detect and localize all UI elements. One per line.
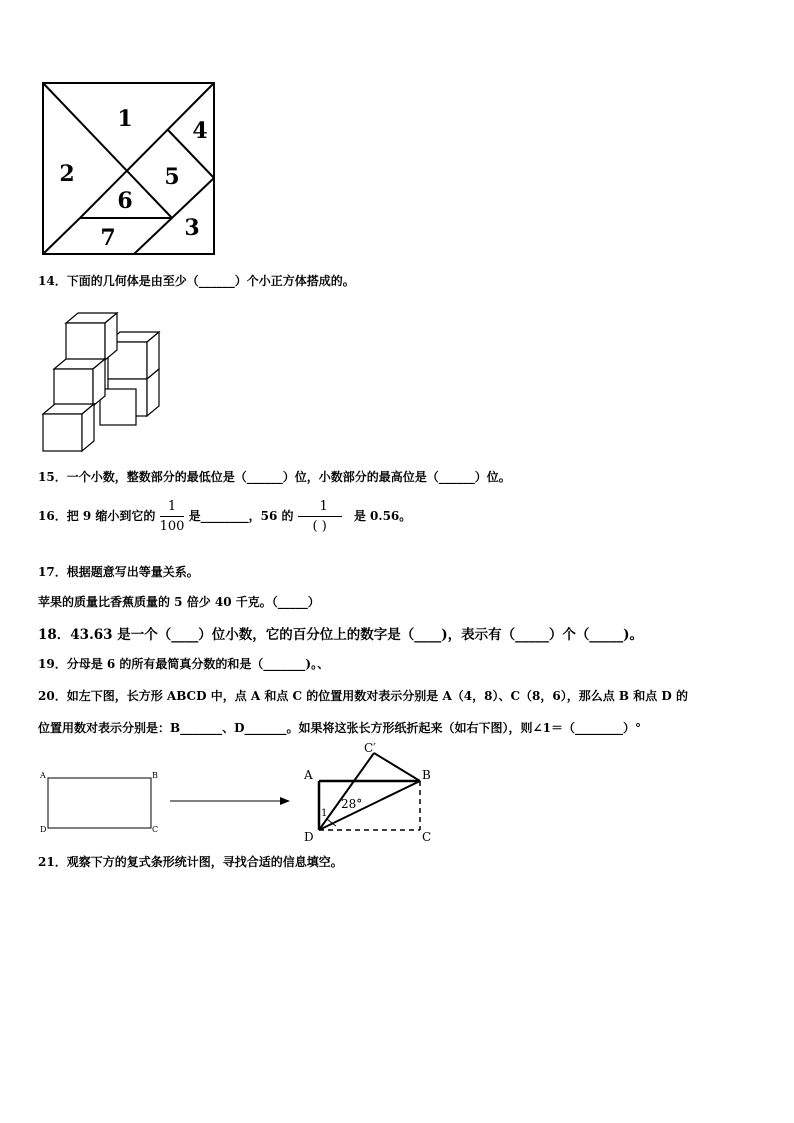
edge-c-prime-b — [374, 753, 420, 781]
fold-line-db — [319, 781, 420, 830]
tangram-piece-5-label: 5 — [164, 164, 180, 190]
tangram-line-5 — [43, 218, 80, 254]
question-20-line-2: 位置用数对表示分别是：B_______、D_______。如果将这张长方形纸折起来（如右下图），则∠1＝（________）° — [38, 721, 641, 735]
question-18: 18．43.63 是一个（____）位小数，它的百分位上的数字是（____)，表示有（_____）个（_____)。 — [38, 627, 644, 643]
question-21: 21．观察下方的复式条形统计图，寻找合适的信息填空。 — [38, 855, 343, 869]
tangram-piece-2-label: 2 — [59, 161, 75, 187]
label-b: B — [152, 771, 158, 780]
label-d: D — [40, 825, 47, 834]
cube-structure-figure — [38, 310, 168, 456]
label-angle-1: 1 — [321, 808, 328, 819]
q16-part2: 是________，56 的 — [188, 509, 294, 523]
q16-part1: 16．把 9 缩小到它的 — [38, 509, 156, 523]
label-c: C — [422, 830, 432, 844]
question-19: 19．分母是 6 的所有最简真分数的和是（_______)。、 — [38, 657, 330, 671]
tangram-piece-3-label: 3 — [184, 215, 200, 241]
label-c: C — [152, 825, 159, 834]
question-16 — [38, 500, 411, 533]
q16-fraction-1-denominator: 100 — [160, 516, 185, 533]
question-17: 17．根据题意写出等量关系。 — [38, 565, 199, 579]
rectangle-abcd-figure — [36, 768, 166, 838]
label-c-prime: C′ — [364, 742, 376, 755]
label-d: D — [304, 830, 314, 844]
question-20-line-1: 20．如左下图，长方形 ABCD 中，点 A 和点 C 的位置用数对表示分别是 A（4，8）、C（8，6），那么点 B 和点 D 的 — [38, 689, 688, 703]
tangram-diagonal-line — [43, 83, 172, 218]
q16-fraction-1 — [160, 500, 185, 533]
q16-fraction-2 — [298, 500, 350, 533]
rectangle-abcd — [48, 778, 151, 828]
q16-part3: 是 0.56。 — [353, 509, 412, 523]
question-14: 14．下面的几何体是由至少（______）个小正方体搭成的。 — [38, 274, 355, 288]
label-angle-28: 28° — [341, 797, 363, 811]
q16-fraction-2-denominator: ( ) — [298, 516, 342, 533]
question-15: 15．一个小数，整数部分的最低位是（______）位，小数部分的最高位是（______）位。 — [38, 470, 511, 484]
tangram-piece-6-label: 6 — [117, 188, 133, 214]
tangram-piece-4-label: 4 — [192, 118, 208, 144]
label-a: A — [304, 768, 313, 782]
arrow-right-icon — [168, 794, 294, 808]
q16-fraction-2-numerator: 1 — [319, 499, 328, 514]
label-b: B — [422, 768, 431, 782]
question-17-line-2: 苹果的质量比香蕉质量的 5 倍少 40 千克。（_____） — [38, 595, 320, 609]
tangram-piece-1-label: 1 — [117, 106, 133, 132]
q16-fraction-1-numerator: 1 — [167, 499, 177, 514]
tangram-piece-7-label: 7 — [100, 225, 116, 251]
label-a: A — [40, 771, 46, 780]
folded-rectangle-figure — [300, 742, 440, 844]
tangram-figure — [40, 80, 220, 258]
